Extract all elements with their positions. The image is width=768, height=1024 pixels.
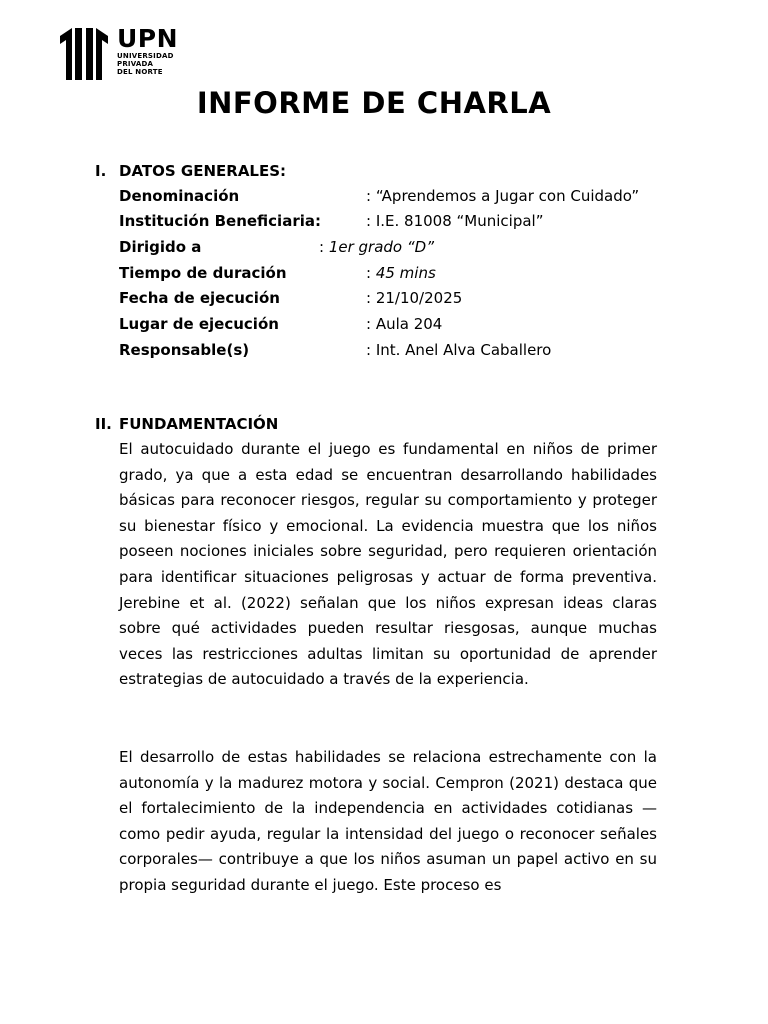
field-value-fecha: : 21/10/2025: [366, 289, 463, 307]
field-label-lugar: Lugar de ejecución: [119, 315, 279, 333]
field-value-denominacion: : “Aprendemos a Jugar con Cuidado”: [366, 187, 640, 205]
logo-wordmark: [117, 26, 178, 76]
document-title: INFORME DE CHARLA: [196, 86, 552, 120]
field-label-responsable: Responsable(s): [119, 341, 250, 359]
section-title: FUNDAMENTACIÓN: [119, 415, 279, 433]
field-value-responsable: : Int. Anel Alva Caballero: [366, 341, 552, 359]
field-label-tiempo: Tiempo de duración: [119, 264, 287, 282]
body-paragraph: El autocuidado durante el juego es fundamental en niños de primer grado, ya que a esta edad se encuentran desarrollando habilidades básicas para reconocer riesgos, regular su comportamiento y proteger su bienestar físico y emocional. La evidencia muestra que los niños poseen nociones iniciales sobre seguridad, pero requieren orientación para identificar situaciones peligrosas y actuar de forma preventiva. Jerebine et al. (2022) señalan que los niños expresan ideas claras sobre qué actividades pueden resultar riesgosas, aunque muchas veces las restricciones adultas limitan su oportunidad de aprender estrategias de autocuidado a través de la experiencia.: [119, 440, 657, 689]
section-title: DATOS GENERALES:: [119, 162, 287, 180]
field-label-dirigido: Dirigido a: [119, 238, 202, 256]
field-value-lugar: : Aula 204: [366, 315, 443, 333]
field-value-tiempo: : 45 mins: [366, 264, 436, 282]
field-label-fecha: Fecha de ejecución: [119, 289, 280, 307]
logo-name: UPN: [117, 24, 179, 53]
field-label-institucion: Institución Beneficiaria:: [119, 212, 321, 230]
section-number: I.: [95, 162, 107, 180]
field-value-institucion: : I.E. 81008 “Municipal”: [366, 212, 544, 230]
field-value-dirigido: : 1er grado “D”: [319, 238, 434, 256]
field-label-denominacion: Denominación: [119, 187, 240, 205]
upn-logo-icon: [58, 26, 112, 80]
logo-subtitle-line: PRIVADA: [117, 60, 154, 68]
logo-subtitle-line: UNIVERSIDAD: [117, 52, 174, 60]
body-paragraph: El desarrollo de estas habilidades se relaciona estrechamente con la autonomía y la madurez motora y social. Cempron (2021) destaca que el fortalecimiento de la independencia en actividades cotidianas —como pedir ayuda, regular la intensidad del juego o reconocer señales corporales— contribuye a que los niños asuman un papel activo en su propia seguridad durante el juego. Este proceso es: [119, 748, 657, 894]
logo-subtitle-line: DEL NORTE: [117, 68, 163, 76]
section-number: II.: [95, 415, 112, 433]
university-logo: [58, 26, 188, 82]
